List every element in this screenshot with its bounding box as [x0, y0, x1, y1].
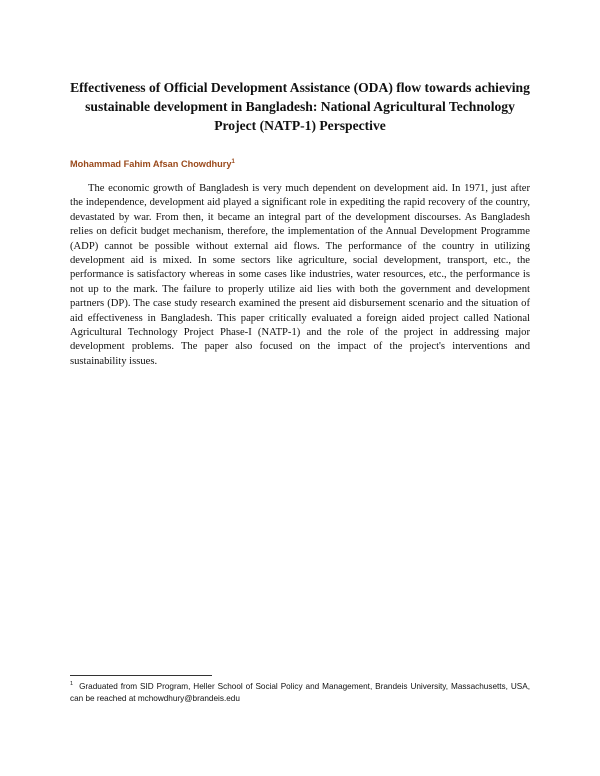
paper-title: Effectiveness of Official Development Assistance (ODA) flow towards achieving sustainable development in Bangladesh: National Agricultural Technology Project (NATP-1) Perspective	[70, 80, 530, 133]
author-footnote-mark: 1	[231, 158, 235, 165]
footnote-mark: 1	[70, 681, 74, 688]
footnote-text: Graduated from SID Program, Heller School of Social Policy and Management, Brandeis University, Massachusetts, USA, can be reached at mchowdhury@brandeis.edu	[70, 682, 530, 703]
abstract-paragraph: The economic growth of Bangladesh is very much dependent on development aid. In 1971, just after the independence, development aid played a significant role in expediting the rapid recovery of the country, devastated by war. From then, it became an integral part of the development discourses. As Bangladesh relies on deficit budget mechanism, therefore, the implementation of the Annual Development Programme (ADP) cannot be possible without external aid flows. The performance of the country in utilizing development aid is mixed. In some sectors like agriculture, social development, transport, etc., the performance is satisfactory whereas in some cases like industries, water resources, etc., the performance is not up to the mark. The failure to properly utilize aid lies with both the government and development partners (DP). The case study research examined the present aid disbursement scenario and the situation of aid effectiveness in Bangladesh. This paper critically evaluated a foreign aided project called National Agricultural Technology Project Phase-I (NATP-1) and the role of the project in addressing major development problems. The paper also focused on the impact of the project's interventions and sustainability issues.	[70, 183, 530, 367]
footnote	[70, 681, 530, 705]
author-name: Mohammad Fahim Afsan Chowdhury	[70, 159, 232, 169]
footnote-divider	[70, 675, 212, 676]
author-line	[70, 159, 235, 169]
